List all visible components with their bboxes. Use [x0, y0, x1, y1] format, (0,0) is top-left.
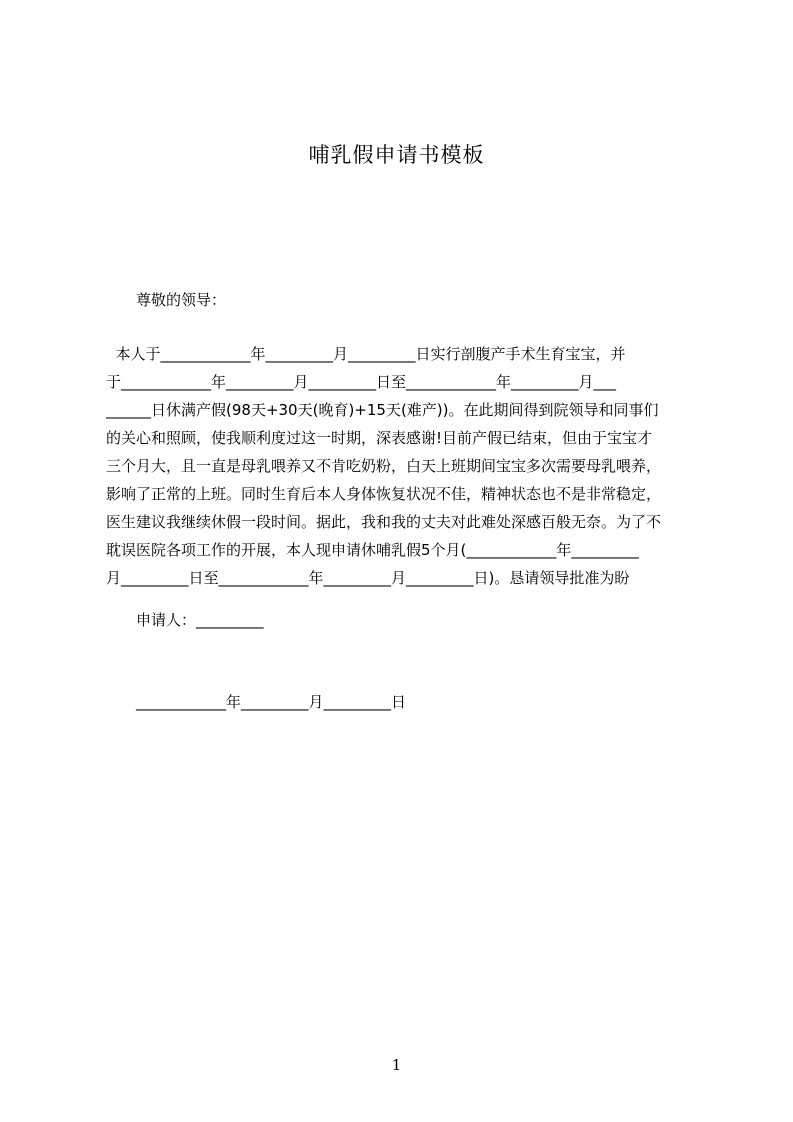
date-line: ____________年_________月_________日: [136, 693, 407, 711]
body-line: 三个月大，且一直是母乳喂养又不肯吃奶粉，白天上班期间宝宝多次需要母乳喂养，: [106, 457, 662, 475]
document-title: 哺乳假申请书模板: [308, 143, 485, 167]
body-line: 耽误医院各项工作的开展，本人现申请休哺乳假5个月(____________年_________: [106, 541, 639, 559]
applicant-signature-line: 申请人：_________: [136, 611, 264, 629]
page-number: 1: [391, 1056, 402, 1074]
salutation: 尊敬的领导：: [136, 291, 227, 309]
body-line: 医生建议我继续休假一段时间。据此，我和我的丈夫对此难处深感百般无奈。为了不: [106, 513, 662, 531]
body-line: 本人于____________年_________月_________日实行剖腹产手术生育宝宝，并: [106, 345, 626, 363]
body-line: 于____________年_________月_________日至____________年_________月___: [106, 373, 617, 391]
body-line: 影响了正常的上班。同时生育后本人身体恢复状况不佳，精神状态也不是非常稳定，: [106, 485, 662, 503]
body-line: 月_________日至____________年_________月_________日)。恳请领导批准为盼: [106, 569, 630, 587]
body-line: 的关心和照顾，使我顺利度过这一时期，深表感谢!目前产假已结束，但由于宝宝才: [106, 429, 653, 447]
body-line: ______日休满产假(98天+30天(晚育)+15天(难产))。在此期间得到院领导和同事们: [106, 401, 659, 419]
